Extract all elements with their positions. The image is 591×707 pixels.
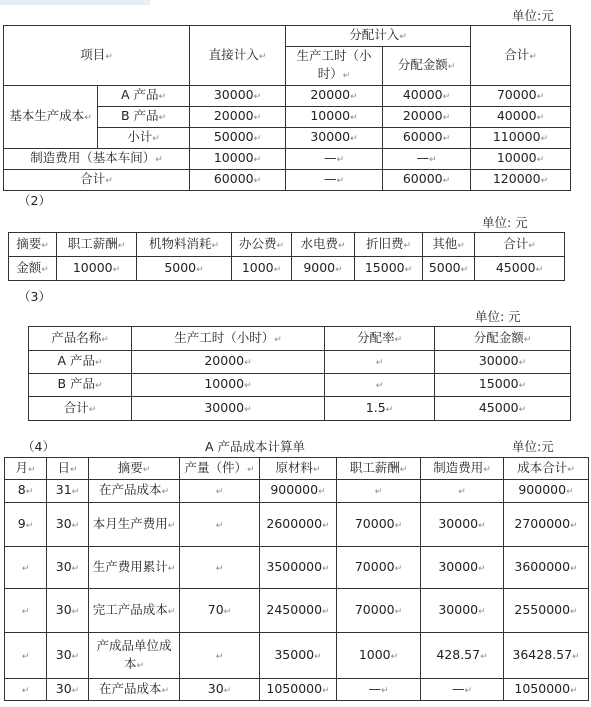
header-cell: 职工薪酬↵ <box>337 458 421 480</box>
paragraph-mark: ↵ <box>167 606 176 617</box>
paragraph-mark: ↵ <box>540 134 549 144</box>
paragraph-mark: ↵ <box>258 51 267 62</box>
paragraph-mark: ↵ <box>478 606 486 617</box>
paragraph-mark: ↵ <box>215 487 224 497</box>
cell: 50000↵ <box>190 128 286 149</box>
cell: 30↵ <box>47 503 89 547</box>
paragraph-mark: ↵ <box>394 520 403 531</box>
cell: —↵ <box>337 679 421 701</box>
header-item: 项目↵ <box>4 26 190 86</box>
table-row <box>4 170 571 191</box>
paragraph-mark: ↵ <box>536 113 545 123</box>
cell: 9↵ <box>5 503 47 547</box>
header-cell: 机物料消耗↵ <box>137 233 232 257</box>
paragraph-mark: ↵ <box>211 240 220 251</box>
paragraph-mark: ↵ <box>447 62 456 72</box>
cell: 2700000↵ <box>504 503 589 547</box>
cell: 60000↵ <box>190 170 286 191</box>
table-header-row <box>29 327 571 351</box>
header-cell: 月↵ <box>5 458 47 480</box>
cell: 10000↵ <box>286 107 383 128</box>
paragraph-mark: ↵ <box>540 176 549 186</box>
paragraph-mark: ↵ <box>442 113 451 123</box>
paragraph-mark: ↵ <box>244 381 252 391</box>
paragraph-mark: ↵ <box>403 240 412 251</box>
cell <box>180 503 260 547</box>
paragraph-mark: ↵ <box>244 404 252 415</box>
table-row <box>9 257 565 281</box>
cell: 1050000↵ <box>504 679 589 701</box>
paragraph-mark: ↵ <box>41 264 49 275</box>
table-row <box>5 547 589 589</box>
paragraph-mark: ↵ <box>336 176 345 186</box>
cell: 30000↵ <box>421 589 504 633</box>
paragraph-mark: ↵ <box>215 563 224 574</box>
cell: 8↵ <box>5 480 47 503</box>
cell: 2550000↵ <box>504 589 589 633</box>
cell: —↵ <box>286 149 383 170</box>
cell: 35000↵ <box>260 633 337 679</box>
cell: 900000↵ <box>504 480 589 503</box>
paragraph-mark: ↵ <box>535 264 544 275</box>
cell: 10000↵ <box>132 374 325 397</box>
paragraph-mark: ↵ <box>322 685 330 696</box>
paragraph-mark: ↵ <box>375 381 384 391</box>
cell <box>421 480 504 503</box>
cell: 生产费用累计↵ <box>89 547 180 589</box>
paragraph-mark: ↵ <box>215 520 224 531</box>
cost-allocation-table <box>3 25 571 191</box>
unit-label-4: 单位:元 <box>512 439 554 454</box>
paragraph-mark: ↵ <box>312 464 321 475</box>
cost-calculation-table <box>4 457 589 701</box>
cell: 30000↵ <box>190 86 286 107</box>
header-cell: 日↵ <box>47 458 89 480</box>
paragraph-mark: ↵ <box>318 487 326 497</box>
header-cell: 办公费↵ <box>232 233 292 257</box>
row-label: A 产品↵ <box>98 86 190 107</box>
cell: 70000↵ <box>337 589 421 633</box>
header-cell: 其他↵ <box>423 233 475 257</box>
paragraph-mark: ↵ <box>518 381 527 391</box>
paragraph-mark: ↵ <box>105 176 113 186</box>
paragraph-mark: ↵ <box>394 563 403 574</box>
header-cell: 摘要↵ <box>9 233 57 257</box>
cell: 20000↵ <box>286 86 383 107</box>
paragraph-mark: ↵ <box>27 464 36 475</box>
cell: 30↵ <box>47 547 89 589</box>
paragraph-mark: ↵ <box>536 155 545 165</box>
cell: 60000↵ <box>383 128 471 149</box>
cell: A 产品↵ <box>29 351 132 374</box>
paragraph-mark: ↵ <box>536 92 545 102</box>
paragraph-mark: ↵ <box>335 264 343 275</box>
paragraph-mark: ↵ <box>71 651 80 662</box>
paragraph-mark: ↵ <box>84 113 92 123</box>
paragraph-mark: ↵ <box>480 651 488 662</box>
paragraph-mark: ↵ <box>457 240 465 251</box>
header-cell: 分配率↵ <box>325 327 435 351</box>
cell: 1050000↵ <box>260 679 337 701</box>
paragraph-mark: ↵ <box>442 176 451 186</box>
paragraph-mark: ↵ <box>274 334 282 345</box>
section-label-2: （2） <box>18 193 51 208</box>
cell: 31↵ <box>47 480 89 503</box>
cell: 20000↵ <box>132 351 325 374</box>
cell: 1.5↵ <box>325 397 435 421</box>
cell: 10000↵ <box>471 149 571 170</box>
paragraph-mark: ↵ <box>337 240 346 251</box>
paragraph-mark: ↵ <box>41 240 49 251</box>
paragraph-mark: ↵ <box>390 651 399 662</box>
cell: 120000↵ <box>471 170 571 191</box>
header-allocated: 分配计入↵ <box>286 26 471 47</box>
cell: 36428.57↵ <box>504 633 589 679</box>
paragraph-mark: ↵ <box>342 71 351 81</box>
cell: 9000↵ <box>292 257 355 281</box>
cell: 5000↵ <box>137 257 232 281</box>
paragraph-mark: ↵ <box>152 134 160 144</box>
header-total: 合计↵ <box>471 26 571 86</box>
paragraph-mark: ↵ <box>442 92 451 102</box>
cell: 2600000↵ <box>260 503 337 547</box>
cell: 15000↵ <box>355 257 423 281</box>
paragraph-mark: ↵ <box>94 358 103 368</box>
paragraph-mark: ↵ <box>350 134 358 144</box>
cell: 金额↵ <box>9 257 57 281</box>
cell: —↵ <box>383 149 471 170</box>
cell: 45000↵ <box>475 257 565 281</box>
paragraph-mark: ↵ <box>244 358 252 368</box>
cell <box>5 633 47 679</box>
paragraph-mark: ↵ <box>21 651 30 662</box>
paragraph-mark: ↵ <box>196 264 204 275</box>
paragraph-mark: ↵ <box>460 264 469 275</box>
cell: 在产品成本↵ <box>89 679 180 701</box>
paragraph-mark: ↵ <box>136 660 145 671</box>
header-alloc-amount: 分配金额↵ <box>383 47 471 86</box>
cell: 900000↵ <box>260 480 337 503</box>
paragraph-mark: ↵ <box>483 464 491 475</box>
cell <box>5 679 47 701</box>
paragraph-mark: ↵ <box>314 651 322 662</box>
cell: 20000↵ <box>190 107 286 128</box>
paragraph-mark: ↵ <box>161 685 170 696</box>
paragraph-mark: ↵ <box>167 520 176 531</box>
cell: 30↵ <box>47 679 89 701</box>
cell <box>180 633 260 679</box>
paragraph-mark: ↵ <box>374 487 383 497</box>
cell <box>180 547 260 589</box>
paragraph-mark: ↵ <box>442 134 451 144</box>
paragraph-mark: ↵ <box>570 563 578 574</box>
paragraph-mark: ↵ <box>570 685 578 696</box>
paragraph-mark: ↵ <box>101 334 109 345</box>
cell: 60000↵ <box>383 170 471 191</box>
paragraph-mark: ↵ <box>478 520 486 531</box>
paragraph-mark: ↵ <box>69 464 78 475</box>
cell: 15000↵ <box>435 374 571 397</box>
cell: 30↵ <box>47 589 89 633</box>
table-row <box>29 374 571 397</box>
cell: 40000↵ <box>383 86 471 107</box>
header-cell: 折旧费↵ <box>355 233 423 257</box>
paragraph-mark: ↵ <box>572 651 580 662</box>
paragraph-mark: ↵ <box>399 464 408 475</box>
cell: 20000↵ <box>383 107 471 128</box>
paragraph-mark: ↵ <box>21 606 30 617</box>
paragraph-mark: ↵ <box>71 563 80 574</box>
cell: 45000↵ <box>435 397 571 421</box>
paragraph-mark: ↵ <box>117 240 126 251</box>
cell <box>337 480 421 503</box>
paragraph-mark: ↵ <box>399 32 407 42</box>
cell: 30000↵ <box>421 503 504 547</box>
paragraph-mark: ↵ <box>350 92 358 102</box>
cell <box>325 374 435 397</box>
cell: 30↵ <box>180 679 260 701</box>
cell: —↵ <box>286 170 383 191</box>
cell: 1000↵ <box>232 257 292 281</box>
paragraph-mark: ↵ <box>71 685 80 696</box>
header-cell: 生产工时（小时）↵ <box>132 327 325 351</box>
cell: 产成品单位成本↵ <box>89 633 180 679</box>
cell: 428.57↵ <box>421 633 504 679</box>
paragraph-mark: ↵ <box>95 381 103 391</box>
table-row <box>4 149 571 170</box>
paragraph-mark: ↵ <box>570 606 578 617</box>
header-cell: 原材料↵ <box>260 458 337 480</box>
paragraph-mark: ↵ <box>518 404 527 415</box>
paragraph-mark: ↵ <box>528 240 536 251</box>
unit-label-1: 单位:元 <box>512 8 554 23</box>
cell: 2450000↵ <box>260 589 337 633</box>
paragraph-mark: ↵ <box>464 685 473 696</box>
table-header-row <box>5 458 589 480</box>
cell: 3500000↵ <box>260 547 337 589</box>
paragraph-mark: ↵ <box>158 92 167 102</box>
paragraph-mark: ↵ <box>253 176 262 186</box>
paragraph-mark: ↵ <box>523 334 532 345</box>
paragraph-mark: ↵ <box>404 264 413 275</box>
header-cell: 分配金额↵ <box>435 327 571 351</box>
table-row <box>29 351 571 374</box>
paragraph-mark: ↵ <box>105 51 113 62</box>
cell: —↵ <box>421 679 504 701</box>
cell: 30000↵ <box>435 351 571 374</box>
table-header-row <box>9 233 565 257</box>
header-direct: 直接计入↵ <box>190 26 286 86</box>
table-row <box>5 480 589 503</box>
section-label-4: （4） <box>22 439 55 454</box>
paragraph-mark: ↵ <box>155 155 163 165</box>
cell: 70↵ <box>180 589 260 633</box>
paragraph-mark: ↵ <box>428 155 437 165</box>
paragraph-mark: ↵ <box>322 520 330 531</box>
header-cell: 摘要↵ <box>89 458 180 480</box>
header-cell: 水电费↵ <box>292 233 355 257</box>
table-row <box>4 86 571 107</box>
cell: 10000↵ <box>57 257 137 281</box>
section-label-3: （3） <box>18 289 51 304</box>
paragraph-mark: ↵ <box>394 334 403 345</box>
paragraph-mark: ↵ <box>253 113 262 123</box>
cell: B 产品↵ <box>29 374 132 397</box>
paragraph-mark: ↵ <box>394 606 403 617</box>
paragraph-mark: ↵ <box>71 487 80 497</box>
cell: 合计↵ <box>29 397 132 421</box>
group-label: 基本生产成本↵ <box>4 86 98 149</box>
overhead-allocation-table <box>28 326 571 421</box>
paragraph-mark: ↵ <box>161 487 170 497</box>
row-label: B 产品↵ <box>98 107 190 128</box>
cell: 5000↵ <box>423 257 475 281</box>
row-label: 小计↵ <box>98 128 190 149</box>
paragraph-mark: ↵ <box>142 464 151 475</box>
paragraph-mark: ↵ <box>322 606 330 617</box>
cell <box>5 589 47 633</box>
paragraph-mark: ↵ <box>21 563 30 574</box>
cost-sheet-title: A 产品成本计算单 <box>205 439 306 454</box>
header-cell: 产品名称↵ <box>29 327 132 351</box>
paragraph-mark: ↵ <box>88 404 97 415</box>
paragraph-mark: ↵ <box>253 92 262 102</box>
cell: 10000↵ <box>190 149 286 170</box>
cell: 70000↵ <box>337 503 421 547</box>
cell: 3600000↵ <box>504 547 589 589</box>
paragraph-mark: ↵ <box>158 113 167 123</box>
paragraph-mark: ↵ <box>322 563 330 574</box>
paragraph-mark: ↵ <box>71 606 80 617</box>
cell: 70000↵ <box>337 547 421 589</box>
cell: 本月生产费用↵ <box>89 503 180 547</box>
cell: 30000↵ <box>132 397 325 421</box>
header-cell: 产量（件）↵ <box>180 458 260 480</box>
cell: 110000↵ <box>471 128 571 149</box>
paragraph-mark: ↵ <box>167 563 176 574</box>
unit-label-3: 单位: 元 <box>475 309 521 324</box>
paragraph-mark: ↵ <box>246 464 255 475</box>
header-cell: 职工薪酬↵ <box>57 233 137 257</box>
paragraph-mark: ↵ <box>385 404 394 415</box>
header-cell: 制造费用↵ <box>421 458 504 480</box>
paragraph-mark: ↵ <box>273 264 282 275</box>
header-fragment <box>0 0 150 5</box>
paragraph-mark: ↵ <box>215 651 224 662</box>
paragraph-mark: ↵ <box>375 358 384 368</box>
paragraph-mark: ↵ <box>518 358 527 368</box>
cell: 70000↵ <box>471 86 571 107</box>
paragraph-mark: ↵ <box>478 563 486 574</box>
cell: 30000↵ <box>421 547 504 589</box>
paragraph-mark: ↵ <box>458 487 466 497</box>
paragraph-mark: ↵ <box>529 51 537 62</box>
paragraph-mark: ↵ <box>223 685 232 696</box>
table-row <box>5 679 589 701</box>
cell <box>180 480 260 503</box>
paragraph-mark: ↵ <box>253 134 262 144</box>
header-cell: 成本合计↵ <box>504 458 589 480</box>
header-cell: 合计↵ <box>475 233 565 257</box>
cell <box>325 351 435 374</box>
paragraph-mark: ↵ <box>336 155 345 165</box>
unit-label-2: 单位: 元 <box>482 215 528 230</box>
paragraph-mark: ↵ <box>112 264 121 275</box>
cell: 1000↵ <box>337 633 421 679</box>
paragraph-mark: ↵ <box>253 155 262 165</box>
cell: 30000↵ <box>286 128 383 149</box>
cell: 完工产品成本↵ <box>89 589 180 633</box>
table-row <box>5 589 589 633</box>
table-row <box>29 397 571 421</box>
paragraph-mark: ↵ <box>223 606 232 617</box>
header-hours: 生产工时（小时）↵ <box>286 47 383 86</box>
manufacturing-expense-table <box>8 232 565 281</box>
paragraph-mark: ↵ <box>276 240 285 251</box>
table-row <box>5 503 589 547</box>
paragraph-mark: ↵ <box>350 113 358 123</box>
paragraph-mark: ↵ <box>570 520 578 531</box>
cell: 在产品成本↵ <box>89 480 180 503</box>
row-label: 制造费用（基本车间）↵ <box>4 149 190 170</box>
paragraph-mark: ↵ <box>566 487 574 497</box>
paragraph-mark: ↵ <box>380 685 389 696</box>
table-row <box>5 633 589 679</box>
cell <box>5 547 47 589</box>
paragraph-mark: ↵ <box>25 520 34 531</box>
cell: 40000↵ <box>471 107 571 128</box>
cell: 30↵ <box>47 633 89 679</box>
row-label: 合计↵ <box>4 170 190 191</box>
paragraph-mark: ↵ <box>25 487 34 497</box>
paragraph-mark: ↵ <box>71 520 80 531</box>
paragraph-mark: ↵ <box>567 464 575 475</box>
paragraph-mark: ↵ <box>21 685 30 696</box>
